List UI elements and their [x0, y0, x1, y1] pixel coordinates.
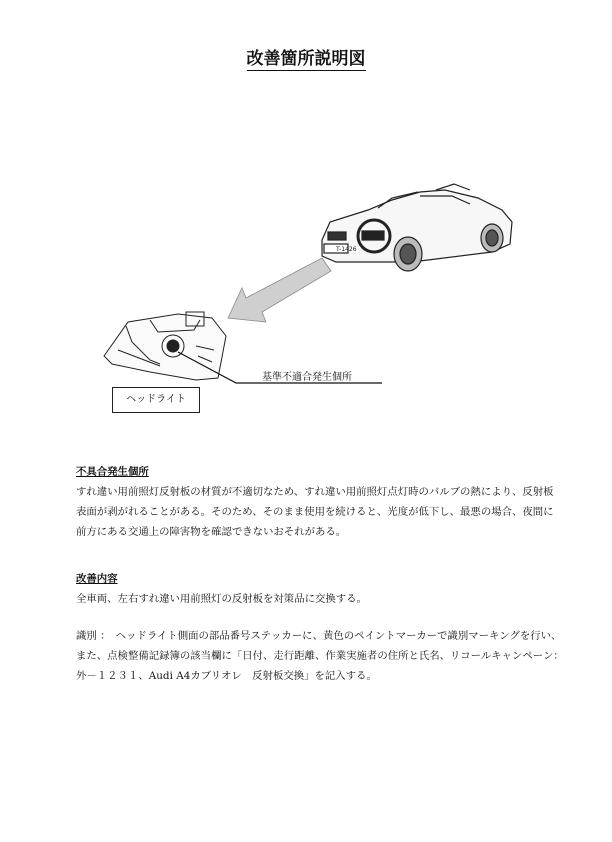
headlight-illustration: [104, 312, 226, 380]
callout-label: 基準不適合発生個所: [262, 372, 352, 383]
identification-line: また、点検整備記録簿の該当欄に「日付、走行距離、作業実施者の住所と氏名、リコールキャンペーン：: [76, 650, 564, 662]
defect-section: [76, 462, 576, 542]
identification-line: 外－１２３１、Audi A4カブリオレ 反射板交換」を記入する。: [76, 670, 377, 682]
identification-line: 識別 ： ヘッドライト側面の部品番号ステッカーに、黄色のペイントマーカーで識別マーキングを行い、: [76, 630, 562, 642]
figure-caption: ヘッドライト: [112, 387, 200, 413]
defect-line: 前方にある交通上の障害物を確認できないおそれがある。: [76, 526, 347, 538]
page-title: 改善箇所説明図: [246, 49, 366, 69]
car-illustration: [322, 184, 512, 271]
improvement-section: [76, 569, 576, 609]
defect-line: すれ違い用前照灯反射板の材質が不適切なため、すれ違い用前照灯点灯時のバルブの熱により、反射板: [76, 486, 554, 498]
improvement-line: 全車両、左右すれ違い用前照灯の反射板を対策品に交換する。: [76, 593, 367, 605]
pointer-arrow: [228, 258, 331, 322]
defect-line: 表面が剥がれることがある。そのため、そのまま使用を続けると、光度が低下し、最悪の場合、夜間に: [76, 506, 554, 518]
identification-section: [76, 626, 576, 686]
defect-heading: 不具合発生個所: [76, 466, 149, 478]
license-plate: T-1426: [336, 246, 357, 253]
improvement-heading: 改善内容: [76, 573, 118, 585]
